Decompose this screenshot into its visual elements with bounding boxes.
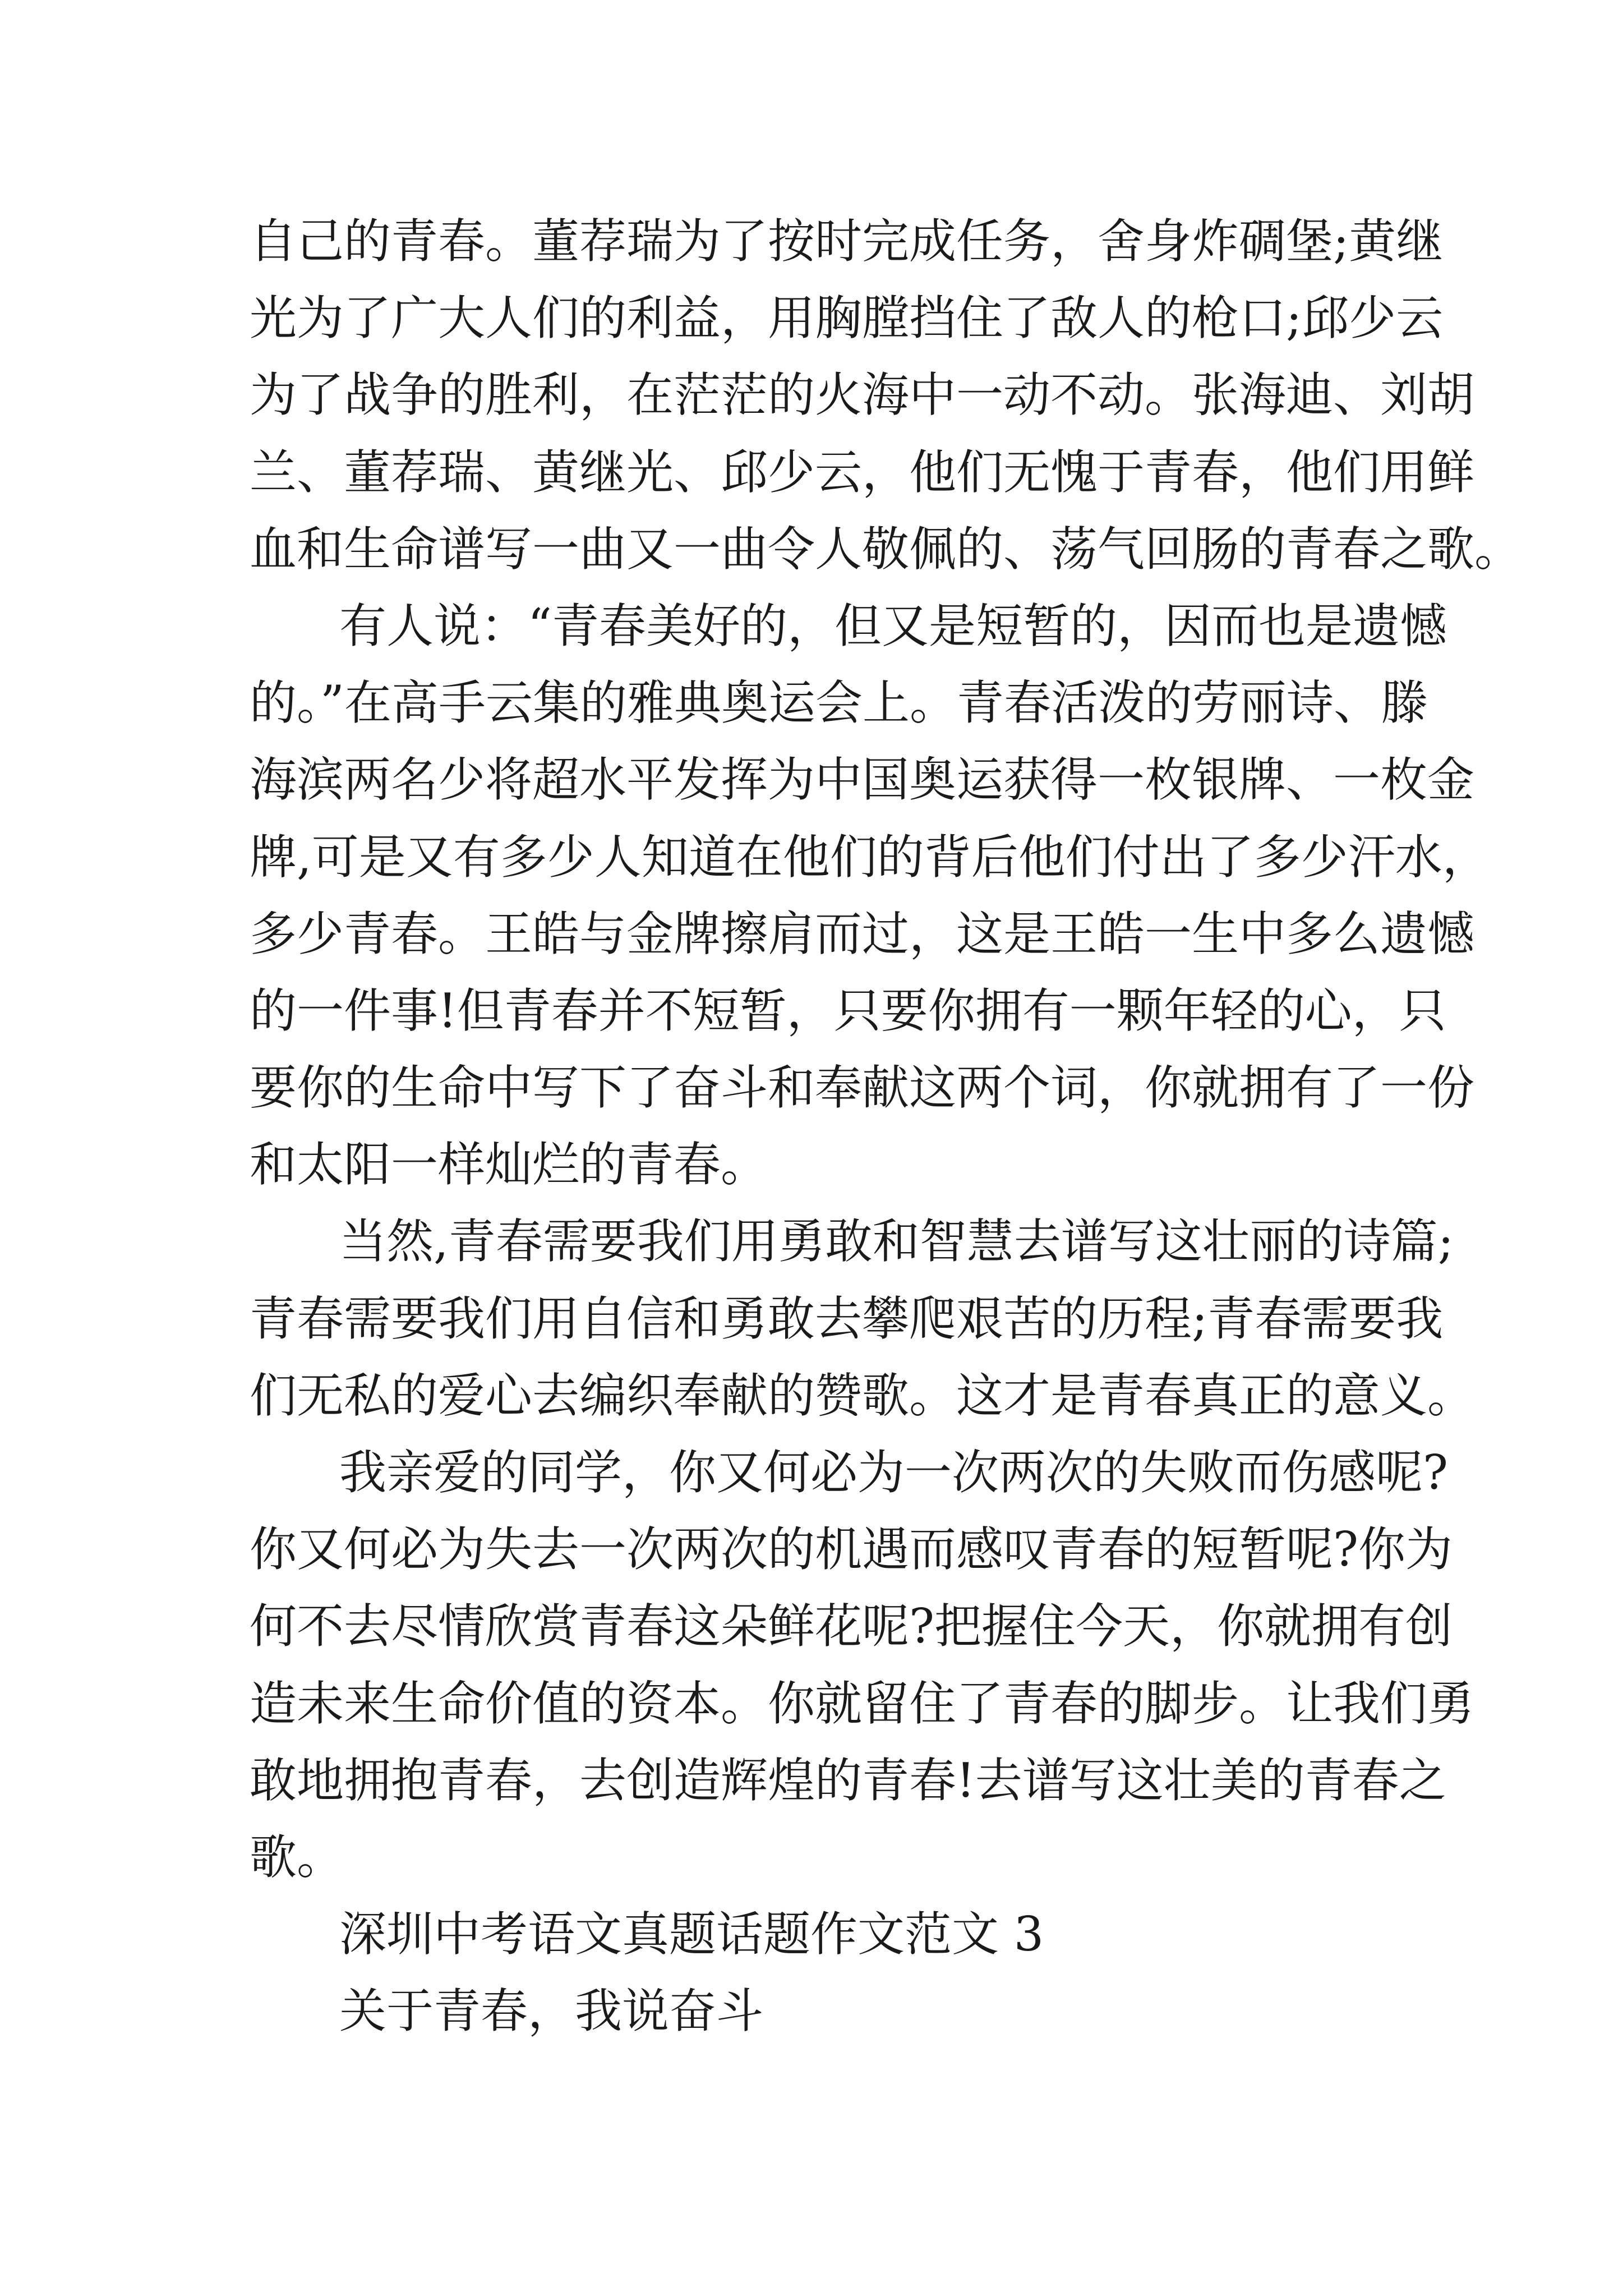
body-text bbox=[250, 203, 1522, 2050]
section-heading: 深圳中考语文真题话题作文范文 3 bbox=[339, 1907, 1044, 1962]
paragraph-first-line: 我亲爱的同学，你又何必为一次两次的失败而伤感呢? bbox=[339, 1445, 1449, 1500]
text-line: 的一件事!但青春并不短暂，只要你拥有一颗年轻的心，只 bbox=[250, 983, 1446, 1038]
text-line: 兰、董荐瑞、黄继光、邱少云，他们无愧于青春，他们用鲜 bbox=[250, 444, 1475, 500]
text-line: 和太阳一样灿烂的青春。 bbox=[250, 1137, 768, 1193]
text-line: 何不去尽情欣赏青春这朵鲜花呢?把握住今天，你就拥有创 bbox=[250, 1599, 1453, 1654]
text-line: 海滨两名少将超水平发挥为中国奥运获得一枚银牌、一枚金 bbox=[250, 752, 1475, 808]
essay-title: 关于青春，我说奋斗 bbox=[339, 1984, 764, 2039]
text-line: 的。”在高手云集的雅典奥运会上。青春活泼的劳丽诗、滕 bbox=[250, 675, 1428, 731]
text-line: 多少青春。王皓与金牌擦肩而过，这是王皓一生中多么遗憾 bbox=[250, 906, 1475, 961]
text-line: 造未来生命价值的资本。你就留住了青春的脚步。让我们勇 bbox=[250, 1676, 1475, 1731]
text-line: 敢地拥抱青春，去创造辉煌的青春!去谱写这壮美的青春之 bbox=[250, 1752, 1446, 1808]
text-line: 自己的青春。董荐瑞为了按时完成任务，舍身炸碉堡;黄继 bbox=[250, 214, 1444, 269]
text-line: 们无私的爱心去编织奉献的赞歌。这才是青春真正的意义。 bbox=[250, 1368, 1475, 1423]
text-line: 光为了广大人们的利益，用胸膛挡住了敌人的枪口;邱少云 bbox=[250, 291, 1444, 346]
paragraph-first-line: 当然,青春需要我们用勇敢和智慧去谱写这壮丽的诗篇; bbox=[339, 1214, 1454, 1269]
text-line: 歌。 bbox=[250, 1829, 344, 1885]
text-line: 要你的生命中写下了奋斗和奉献这两个词，你就拥有了一份 bbox=[250, 1060, 1475, 1116]
text-line: 为了战争的胜利，在茫茫的火海中一动不动。张海迪、刘胡 bbox=[250, 367, 1475, 423]
text-line: 青春需要我们用自信和勇敢去攀爬艰苦的历程;青春需要我 bbox=[250, 1291, 1444, 1346]
text-line: 血和生命谱写一曲又一曲令人敬佩的、荡气回肠的青春之歌。 bbox=[250, 521, 1522, 577]
text-line: 你又何必为失去一次两次的机遇而感叹青春的短暂呢?你为 bbox=[250, 1522, 1453, 1577]
paragraph-first-line: 有人说：“青春美好的，但又是短暂的，因而也是遗憾 bbox=[339, 598, 1447, 654]
text-line: 牌,可是又有多少人知道在他们的背后他们付出了多少汗水， bbox=[250, 829, 1490, 885]
